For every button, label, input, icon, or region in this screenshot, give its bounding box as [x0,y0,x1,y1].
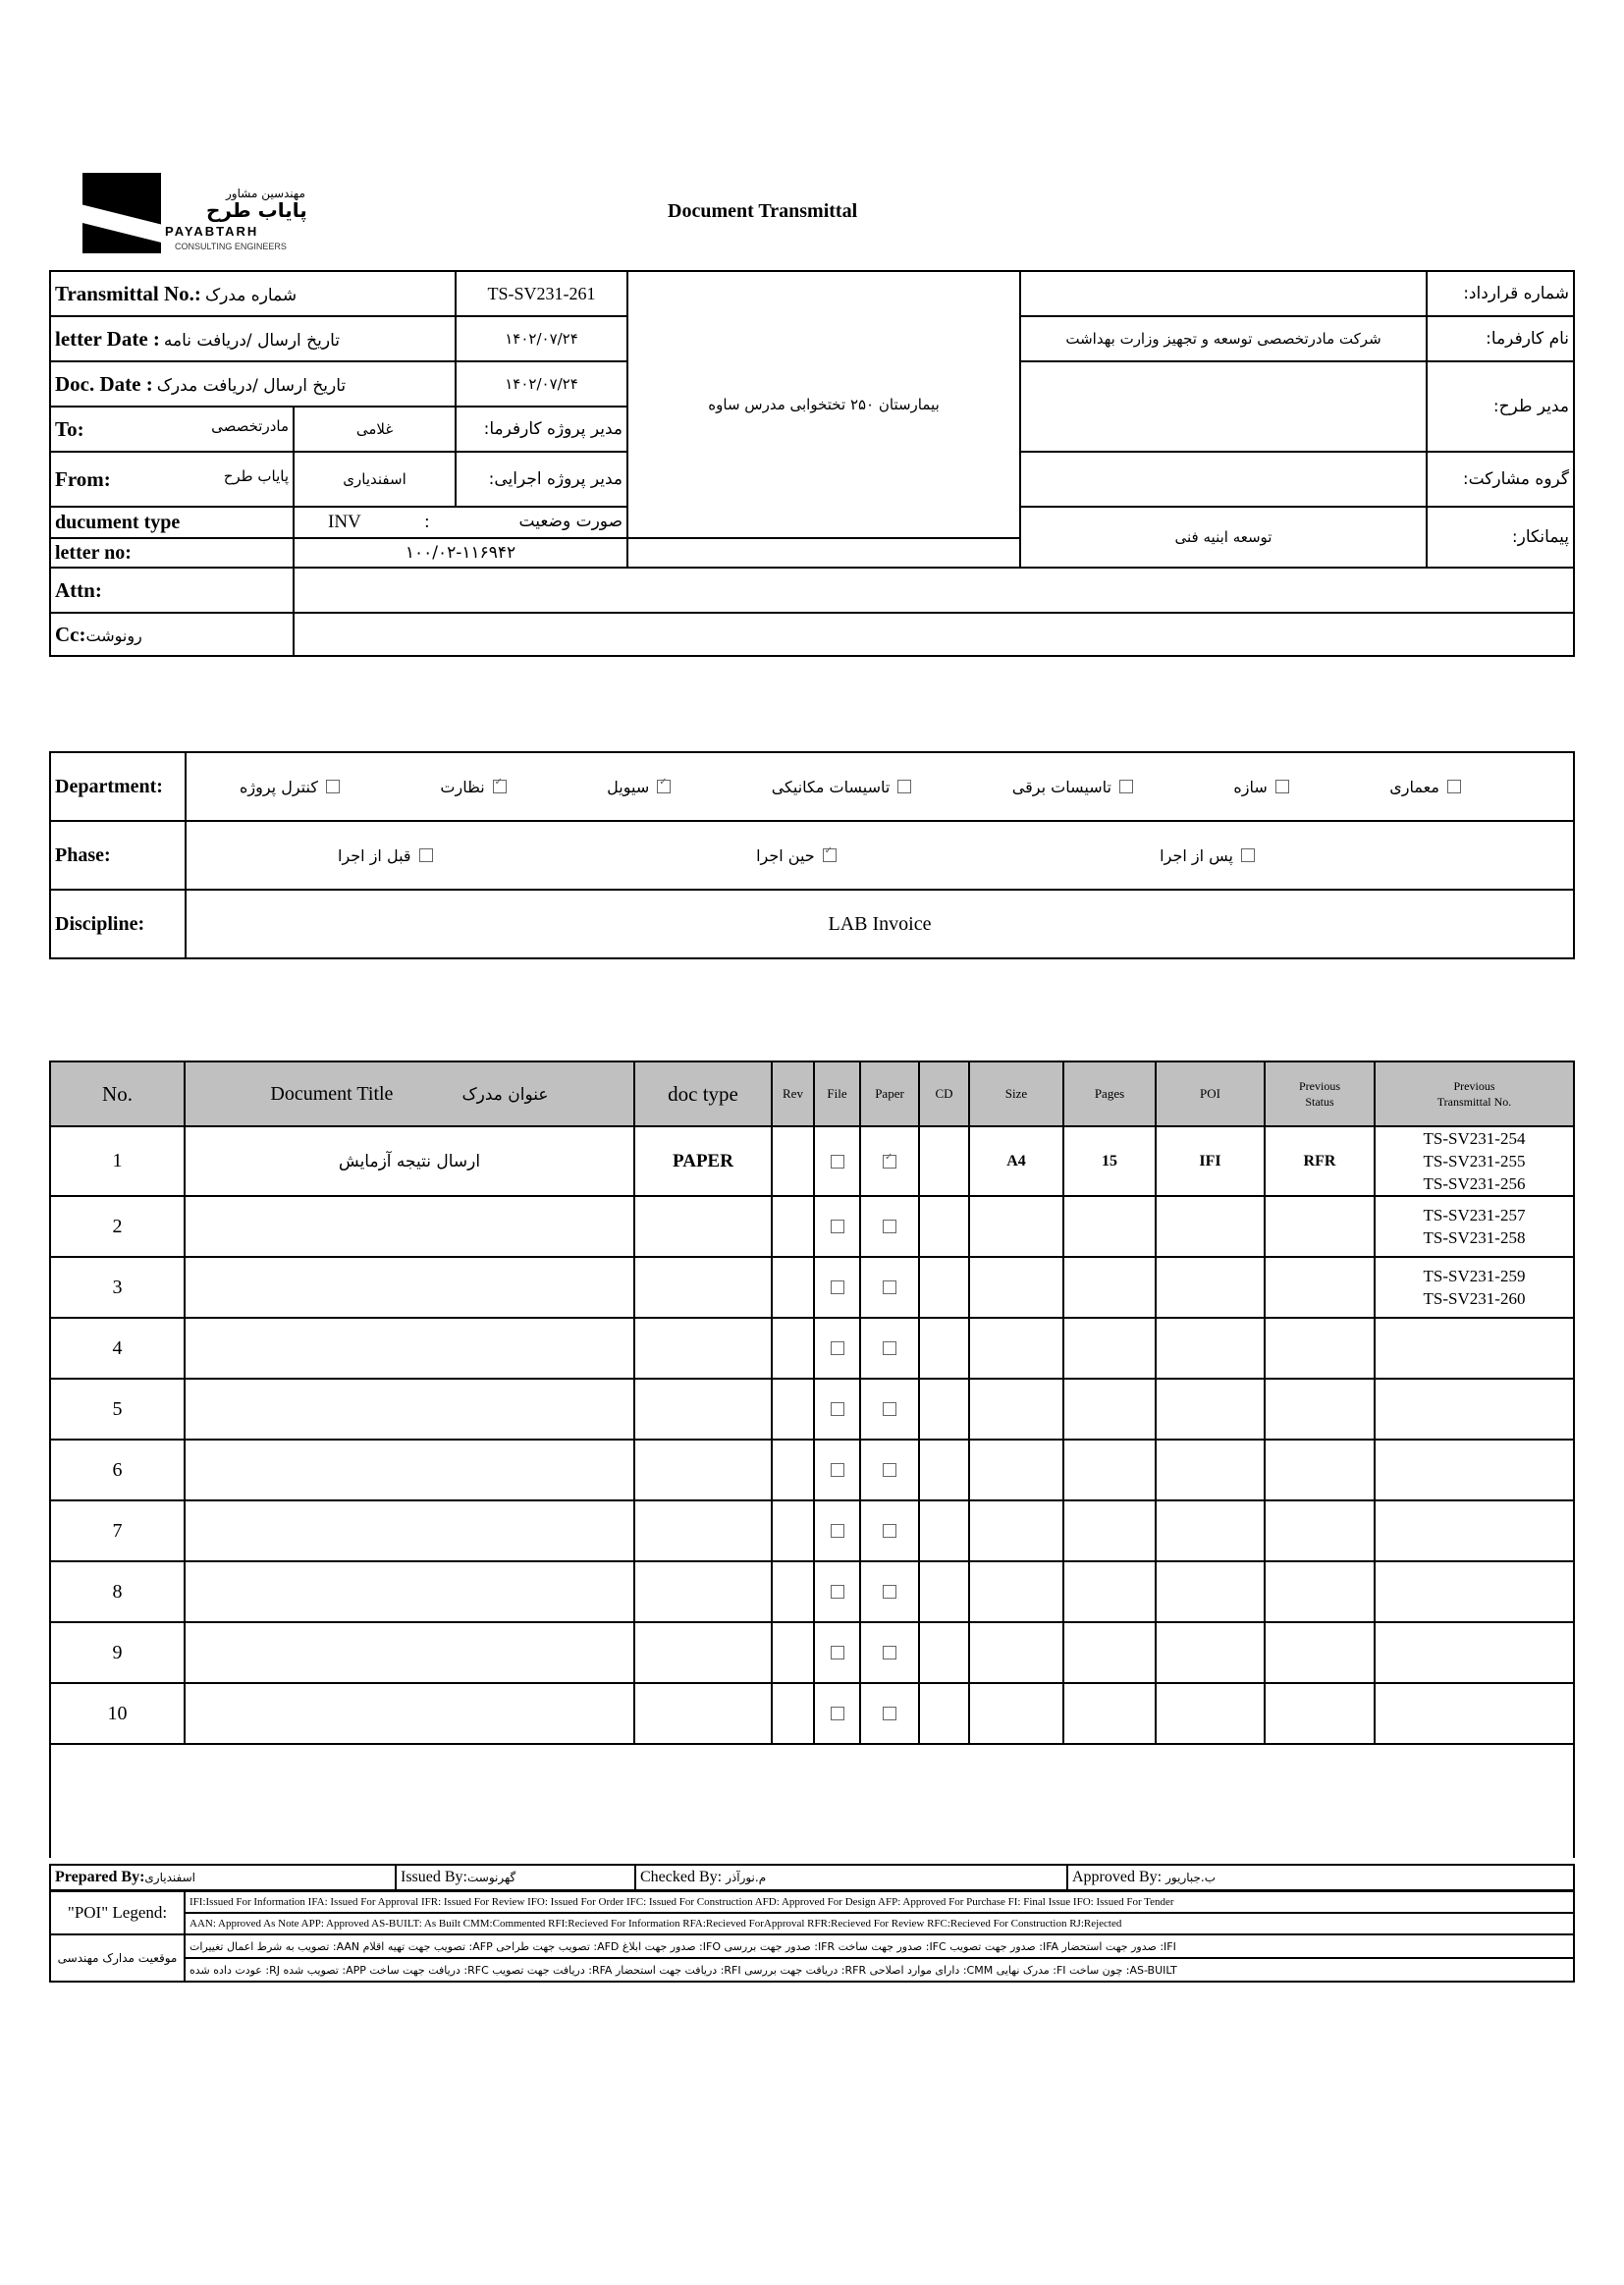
checkbox[interactable] [657,780,671,793]
checkbox[interactable] [326,780,340,793]
paper-checkbox[interactable] [883,1585,896,1599]
row-doc-type [634,1379,772,1440]
department-options [186,752,1574,821]
row-file [814,1500,860,1561]
row-size [969,1561,1063,1622]
row-title [185,1379,634,1440]
row-prev-status [1265,1500,1375,1561]
row-file [814,1257,860,1318]
legend-table [49,1890,1575,1983]
row-prev-status [1265,1379,1375,1440]
row-title [185,1440,634,1500]
phase-option[interactable] [756,846,837,865]
paper-checkbox[interactable] [883,1646,896,1659]
row-doc-type [634,1318,772,1379]
phase-option[interactable] [338,846,433,865]
row-file [814,1683,860,1744]
row-prev-transmittal [1375,1318,1574,1379]
row-title [185,1318,634,1379]
row-prev-transmittal [1375,1622,1574,1683]
row-cd [919,1379,969,1440]
doc-date-value: ۱۴۰۲/۰۷/۲۴ [456,361,627,407]
row-doc-type [634,1500,772,1561]
file-checkbox[interactable] [831,1463,844,1477]
row-cd [919,1561,969,1622]
approved-by: Approved By: ب.جباریور [1067,1865,1574,1890]
table-row [50,1257,1574,1318]
department-option-label: نظارت [440,777,485,796]
row-paper [860,1500,919,1561]
row-paper [860,1440,919,1500]
department-option[interactable] [607,778,671,796]
status-legend-label: موقعیت مدارک مهندسی [50,1934,185,1982]
row-file [814,1622,860,1683]
row-prev-status [1265,1257,1375,1318]
checkbox[interactable] [493,780,507,793]
row-rev [772,1440,814,1500]
row-pages [1063,1622,1156,1683]
department-option[interactable] [1233,778,1288,796]
row-pages [1063,1500,1156,1561]
col-header-prev-transmittal: Previous Transmittal No. [1375,1061,1574,1126]
file-checkbox[interactable] [831,1220,844,1233]
row-no: 3 [50,1257,185,1318]
contract-no-label: شماره قرارداد: [1427,271,1574,316]
checkbox[interactable] [897,780,911,793]
paper-checkbox[interactable] [883,1280,896,1294]
row-poi [1156,1196,1265,1257]
attn-label: Attn: [50,568,294,613]
col-header-rev: Rev [772,1061,814,1126]
row-prev-transmittal [1375,1379,1574,1440]
prev-transmittal-no: TS-SV231-254 [1423,1129,1526,1148]
department-label: Department: [50,752,186,821]
row-cd [919,1318,969,1379]
paper-checkbox[interactable] [883,1155,896,1169]
row-rev [772,1500,814,1561]
prev-transmittal-no: TS-SV231-259 [1423,1267,1526,1285]
paper-checkbox[interactable] [883,1220,896,1233]
col-header-doc-type: doc type [634,1061,772,1126]
row-rev [772,1683,814,1744]
col-header-pages: Pages [1063,1061,1156,1126]
row-no: 1 [50,1126,185,1196]
row-title [185,1196,634,1257]
row-size [969,1440,1063,1500]
row-doc-type [634,1196,772,1257]
row-paper [860,1561,919,1622]
row-pages [1063,1440,1156,1500]
row-file [814,1440,860,1500]
doc-date-label: Doc. Date : تاریخ ارسال /دریافت مدرک [50,361,456,407]
attn-value [294,568,1574,613]
row-doc-type [634,1683,772,1744]
paper-checkbox[interactable] [883,1463,896,1477]
row-cd [919,1126,969,1196]
phase-option[interactable] [1160,846,1255,865]
row-prev-status [1265,1196,1375,1257]
department-option-label: تاسیسات برقی [1011,777,1111,796]
row-rev [772,1379,814,1440]
page-title: Document Transmittal [668,200,858,222]
file-checkbox[interactable] [831,1585,844,1599]
row-cd [919,1683,969,1744]
row-prev-transmittal [1375,1126,1574,1196]
checked-by: Checked By: م.نورآذر [635,1865,1067,1890]
department-option[interactable] [1012,778,1133,796]
table-row [50,1440,1574,1500]
row-pages [1063,1318,1156,1379]
phase-option-label: قبل از اجرا [338,845,411,865]
row-no: 8 [50,1561,185,1622]
row-prev-transmittal [1375,1196,1574,1257]
phase-options [186,821,1574,890]
row-paper [860,1683,919,1744]
row-poi: IFI [1156,1126,1265,1196]
from-field: From: پایاب طرح [50,452,294,507]
row-poi [1156,1683,1265,1744]
department-option[interactable] [1389,778,1461,796]
row-file [814,1126,860,1196]
row-rev [772,1561,814,1622]
plan-manager-value [1020,361,1427,452]
documents-table [49,1061,1575,1858]
row-doc-type [634,1257,772,1318]
row-file [814,1318,860,1379]
row-paper [860,1622,919,1683]
checkbox[interactable] [1275,780,1289,793]
col-header-title: Document Title عنوان مدرک [185,1061,634,1126]
row-pages [1063,1683,1156,1744]
prev-transmittal-no: TS-SV231-257 [1423,1206,1526,1224]
department-option[interactable] [240,778,340,796]
logo-name-en: PAYABTARH [165,224,259,239]
table-row [50,1379,1574,1440]
doc-type-label: ducument type [50,507,294,538]
checkbox[interactable] [1447,780,1461,793]
issued-by: Issued By:گهرنوست [396,1865,635,1890]
table-row [50,1500,1574,1561]
row-file [814,1379,860,1440]
row-poi [1156,1379,1265,1440]
row-prev-transmittal [1375,1683,1574,1744]
letter-no-value: ۱۰۰/۰۲-۱۱۶۹۴۲ [294,538,627,568]
table-row [50,1561,1574,1622]
row-title [185,1622,634,1683]
file-checkbox[interactable] [831,1155,844,1169]
row-poi [1156,1257,1265,1318]
row-pages [1063,1196,1156,1257]
col-header-file: File [814,1061,860,1126]
col-header-no: No. [50,1061,185,1126]
checkbox[interactable] [823,848,837,862]
row-file [814,1561,860,1622]
row-doc-type [634,1440,772,1500]
phase-label: Phase: [50,821,186,890]
paper-checkbox[interactable] [883,1402,896,1416]
department-option-label: معماری [1389,777,1439,796]
row-pages: 15 [1063,1126,1156,1196]
phase-option-label: پس از اجرا [1160,845,1233,865]
logo-subtitle-fa: مهندسین مشاور [226,187,305,200]
row-size [969,1500,1063,1561]
row-paper [860,1196,919,1257]
row-title [185,1683,634,1744]
to-field: To: مادرتخصصی [50,407,294,452]
row-doc-type: PAPER [634,1126,772,1196]
cc-value [294,613,1574,656]
client-pm-name: غلامی [294,407,456,452]
row-pages [1063,1379,1156,1440]
employer-value: شرکت مادرتخصصی توسعه و تجهیز وزارت بهداشت [1020,316,1427,361]
discipline-label: Discipline: [50,890,186,958]
row-prev-status [1265,1561,1375,1622]
file-checkbox[interactable] [831,1707,844,1720]
classification-table [49,751,1575,959]
row-poi [1156,1440,1265,1500]
prev-transmittal-no: TS-SV231-255 [1423,1152,1526,1170]
row-prev-transmittal [1375,1440,1574,1500]
letter-date-value: ۱۴۰۲/۰۷/۲۴ [456,316,627,361]
row-rev [772,1257,814,1318]
row-cd [919,1257,969,1318]
discipline-value: LAB Invoice [186,890,1574,958]
row-cd [919,1500,969,1561]
row-title [185,1257,634,1318]
row-pages [1063,1257,1156,1318]
company-logo-mark [82,173,161,253]
row-size [969,1622,1063,1683]
row-doc-type [634,1622,772,1683]
row-no: 4 [50,1318,185,1379]
contract-no-value [1020,271,1427,316]
table-row [50,1683,1574,1744]
row-paper [860,1257,919,1318]
col-header-prev-status: Previous Status [1265,1061,1375,1126]
row-prev-transmittal [1375,1500,1574,1561]
prepared-by: Prepared By:اسفندیاری [50,1865,396,1890]
file-checkbox[interactable] [831,1280,844,1294]
poi-legend-line-2: AAN: Approved As Note APP: Approved AS-BUILT: As Built CMM:Commented RFI:Recieved For Information RFA:Recieved ForApproval RFR:Recieved For Review RFC:Recieved For Construction RJ:Rejected [185,1913,1574,1934]
row-rev [772,1318,814,1379]
status-legend-line-1: IFI: صدور جهت استحضار IFA: صدور جهت تصویب IFC: صدور جهت ساخت IFR: صدور جهت بررسی IFO: صدور جهت ابلاغ AFD: تصویب جهت طراحی AFP: تصویب جهت تهیه اقلام AAN: تصویب به شرط اعمال تغییرات [185,1934,1574,1958]
row-rev [772,1622,814,1683]
client-pm-label: مدیر پروژه کارفرما: [456,407,627,452]
file-checkbox[interactable] [831,1402,844,1416]
checkbox[interactable] [1241,848,1255,862]
row-paper [860,1379,919,1440]
phase-option-label: حین اجرا [756,845,815,865]
doc-type-field: INV : صورت وضعیت [294,507,627,538]
transmittal-info-table [49,270,1575,657]
table-row [50,1318,1574,1379]
file-checkbox[interactable] [831,1524,844,1538]
row-size [969,1318,1063,1379]
paper-checkbox[interactable] [883,1707,896,1720]
row-title: ارسال نتیجه آزمایش [185,1126,634,1196]
row-no: 7 [50,1500,185,1561]
letter-no-label: letter no: [50,538,294,568]
row-poi [1156,1622,1265,1683]
employer-label: نام کارفرما: [1427,316,1574,361]
exec-pm-label: مدیر پروژه اجرایی: [456,452,627,507]
department-option-label: تاسیسات مکانیکی [771,777,891,796]
col-header-cd: CD [919,1061,969,1126]
prev-transmittal-no: TS-SV231-260 [1423,1289,1526,1308]
paper-checkbox[interactable] [883,1524,896,1538]
department-option[interactable] [772,778,912,796]
partnership-label: گروه مشارکت: [1427,452,1574,507]
plan-manager-label: مدیر طرح: [1427,361,1574,452]
notes-area [50,1744,1574,1858]
table-row [50,1196,1574,1257]
row-prev-status [1265,1683,1375,1744]
row-title [185,1561,634,1622]
logo-name-fa: پایاب طرح [206,198,307,222]
row-no: 6 [50,1440,185,1500]
row-size: A4 [969,1126,1063,1196]
row-poi [1156,1318,1265,1379]
col-header-paper: Paper [860,1061,919,1126]
prev-transmittal-no: TS-SV231-258 [1423,1228,1526,1247]
row-poi [1156,1500,1265,1561]
row-rev [772,1196,814,1257]
row-size [969,1379,1063,1440]
row-file [814,1196,860,1257]
logo-subtitle-en: CONSULTING ENGINEERS [175,242,287,251]
department-option-label: کنترل پروژه [240,777,318,796]
row-paper [860,1318,919,1379]
row-no: 2 [50,1196,185,1257]
row-poi [1156,1561,1265,1622]
row-cd [919,1440,969,1500]
status-legend-line-2: AS-BUILT: چون ساخت FI: مدرک نهایی CMM: دارای موارد اصلاحی RFR: دریافت جهت بررسی RFI: دریافت جهت استحضار RFA: دریافت جهت تصویب RFC: دریافت جهت ساخت APP: تصویب شده RJ: عودت داده شده [185,1958,1574,1982]
checkbox[interactable] [1119,780,1133,793]
partnership-value [1020,452,1427,507]
poi-legend-line-1: IFI:Issued For Information IFA: Issued For Approval IFR: Issued For Review IFO: Issued For Order IFC: Issued For Construction AFD: Approved For Design AFP: Approved For Purchase FI: Final Issue IFO: Issued For Tender [185,1891,1574,1913]
row-rev [772,1126,814,1196]
department-option-label: سازه [1233,777,1268,796]
checkbox[interactable] [419,848,433,862]
row-size [969,1196,1063,1257]
signatures-table [49,1864,1575,1891]
department-option[interactable] [440,778,506,796]
row-size [969,1257,1063,1318]
poi-legend-label: "POI" Legend: [50,1891,185,1934]
project-name: بیمارستان ۲۵۰ تختخوابی مدرس ساوه [627,271,1020,538]
row-prev-status: RFR [1265,1126,1375,1196]
row-prev-status [1265,1622,1375,1683]
exec-pm-name: اسفندیاری [294,452,456,507]
row-cd [919,1196,969,1257]
transmittal-no-value: TS-SV231-261 [456,271,627,316]
row-prev-status [1265,1318,1375,1379]
row-prev-status [1265,1440,1375,1500]
table-row [50,1126,1574,1196]
row-paper [860,1126,919,1196]
row-size [969,1683,1063,1744]
contractor-value: توسعه ابنیه فنی [1020,507,1427,568]
file-checkbox[interactable] [831,1646,844,1659]
paper-checkbox[interactable] [883,1341,896,1355]
row-pages [1063,1561,1156,1622]
transmittal-no-label: Transmittal No.: شماره مدرک [50,271,456,316]
row-cd [919,1622,969,1683]
cc-label: Cc:رونوشت [50,613,294,656]
contractor-label: پیمانکار: [1427,507,1574,568]
table-row [50,1622,1574,1683]
department-option-label: سیویل [607,777,650,796]
letter-date-label: letter Date : تاریخ ارسال /دریافت نامه [50,316,456,361]
row-no: 5 [50,1379,185,1440]
row-prev-transmittal [1375,1257,1574,1318]
row-no: 10 [50,1683,185,1744]
col-header-size: Size [969,1061,1063,1126]
row-title [185,1500,634,1561]
row-no: 9 [50,1622,185,1683]
file-checkbox[interactable] [831,1341,844,1355]
prev-transmittal-no: TS-SV231-256 [1423,1174,1526,1193]
row-doc-type [634,1561,772,1622]
col-header-poi: POI [1156,1061,1265,1126]
row-prev-transmittal [1375,1561,1574,1622]
